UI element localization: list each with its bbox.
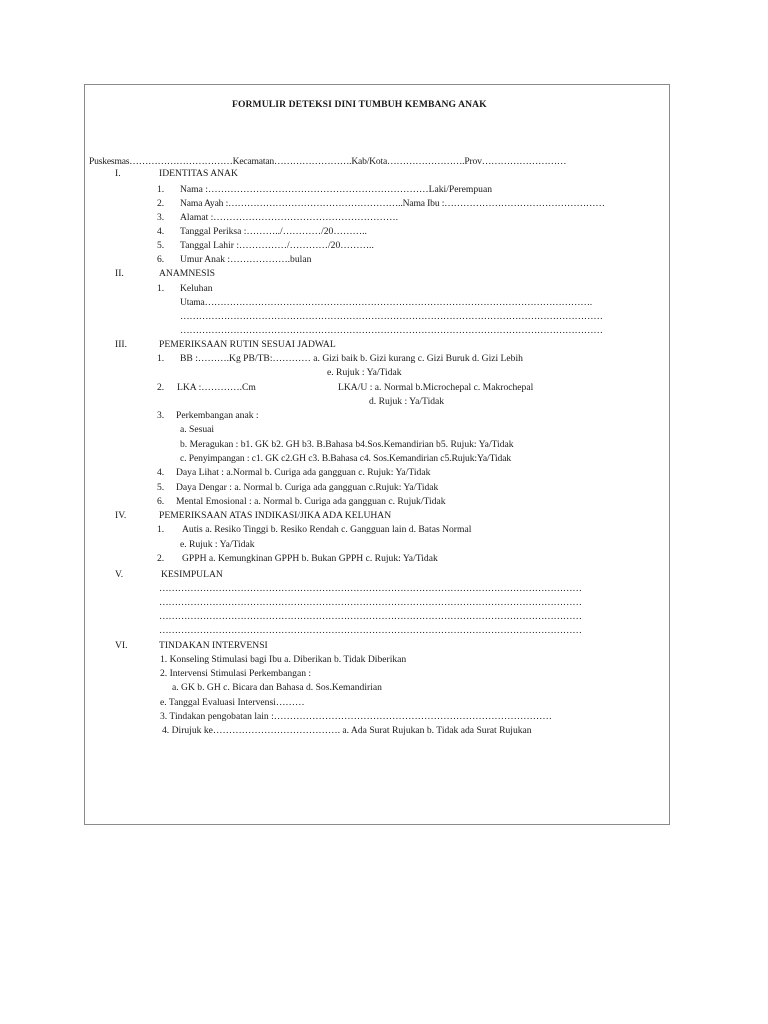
parents-name-field[interactable]: Nama Ayah :………………………………………………..Nama Ibu :…………………………………………… bbox=[180, 198, 605, 209]
item-number: 2. bbox=[157, 382, 165, 393]
item-number: 6. bbox=[157, 496, 165, 507]
item-number: 4. bbox=[157, 226, 165, 237]
age-field[interactable]: Umur Anak :……………….bulan bbox=[180, 254, 312, 265]
section-1-number: I. bbox=[115, 168, 121, 179]
other-treatment-field[interactable]: 3. Tindakan pengobatan lain :…………………………………………………………………………… bbox=[160, 711, 552, 722]
counseling-options[interactable]: 1. Konseling Stimulasi bagi Ibu a. Diberikan b. Tidak Diberikan bbox=[160, 654, 407, 665]
adhd-options[interactable]: GPPH a. Kemungkinan GPPH b. Bukan GPPH c. Rujuk: Ya/Tidak bbox=[182, 553, 438, 564]
location-header: Puskesmas……………………………Kecamatan…………………….Kab/Kota…………………….Prov……………………… bbox=[89, 156, 567, 167]
autism-options[interactable]: Autis a. Resiko Tinggi b. Resiko Rendah c. Gangguan lain d. Batas Normal bbox=[182, 524, 472, 535]
section-3-number: III. bbox=[115, 339, 127, 350]
item-number: 3. bbox=[157, 410, 165, 421]
item-number: 5. bbox=[157, 482, 165, 493]
section-2-heading: ANAMNESIS bbox=[159, 268, 215, 279]
item-number: 5. bbox=[157, 240, 165, 251]
stimulation-label: 2. Intervensi Stimulasi Perkembangan : bbox=[160, 668, 312, 679]
child-name-field[interactable]: Nama :……………………………………………………………Laki/Perempuan bbox=[180, 184, 493, 195]
item-number: 1. bbox=[157, 184, 165, 195]
head-circumference-field[interactable]: LKA :………….Cm bbox=[177, 382, 256, 393]
complaint-dotted-line[interactable]: ……………………………………………………………………………………………………………………… bbox=[180, 311, 603, 322]
birth-date-field[interactable]: Tanggal Lahir :……………/…………/20……….. bbox=[180, 240, 374, 251]
item-number: 1. bbox=[157, 524, 165, 535]
form-title: FORMULIR DETEKSI DINI TUMBUH KEMBANG ANAK bbox=[232, 99, 487, 110]
complaint-dotted-line[interactable]: ……………………………………………………………………………………………………………………… bbox=[180, 325, 603, 336]
vision-options[interactable]: Daya Lihat : a.Normal b. Curiga ada gangguan c. Rujuk: Ya/Tidak bbox=[176, 467, 431, 478]
development-option-appropriate[interactable]: a. Sesuai bbox=[180, 424, 215, 435]
item-number: 2. bbox=[157, 553, 165, 564]
section-1-heading: IDENTITAS ANAK bbox=[159, 168, 238, 179]
conclusion-dotted-line[interactable]: ……………………………………………………………………………………………………………………… bbox=[159, 583, 582, 594]
conclusion-dotted-line[interactable]: ……………………………………………………………………………………………………………………… bbox=[159, 597, 582, 608]
head-circumference-referral[interactable]: d. Rujuk : Ya/Tidak bbox=[369, 396, 445, 407]
conclusion-dotted-line[interactable]: ……………………………………………………………………………………………………………………… bbox=[159, 611, 582, 622]
development-label: Perkembangan anak : bbox=[176, 410, 259, 421]
item-number: 1. bbox=[157, 353, 165, 364]
head-circumference-options[interactable]: LKA/U : a. Normal b.Microchepal c. Makrochepal bbox=[338, 382, 534, 393]
item-number: 3. bbox=[157, 212, 165, 223]
item-number: 6. bbox=[157, 254, 165, 265]
conclusion-dotted-line[interactable]: ……………………………………………………………………………………………………………………… bbox=[159, 625, 582, 636]
weight-height-nutrition-row[interactable]: BB :……….Kg PB/TB:………… a. Gizi baik b. Gizi kurang c. Gizi Buruk d. Gizi Lebih bbox=[180, 353, 523, 364]
section-5-heading: KESIMPULAN bbox=[161, 569, 223, 580]
hearing-options[interactable]: Daya Dengar : a. Normal b. Curiga ada gangguan c.Rujuk: Ya/Tidak bbox=[176, 482, 439, 493]
section-4-heading: PEMERIKSAAN ATAS INDIKASI/JIKA ADA KELUHAN bbox=[159, 510, 392, 521]
emotional-options[interactable]: Mental Emosional : a. Normal b. Curiga ada gangguan c. Rujuk/Tidak bbox=[176, 496, 446, 507]
section-2-number: II. bbox=[115, 268, 124, 279]
section-4-number: IV. bbox=[115, 510, 127, 521]
section-6-number: VI. bbox=[115, 640, 128, 651]
section-3-heading: PEMERIKSAAN RUTIN SESUAI JADWAL bbox=[159, 339, 336, 350]
main-complaint-field[interactable]: Utama……………………………………………………………………………………………………………. bbox=[180, 297, 592, 308]
development-option-deviation[interactable]: c. Penyimpangan : c1. GK c2.GH c3. B.Bahasa c4. Sos.Kemandirian c5.Rujuk:Ya/Tidak bbox=[180, 453, 512, 464]
nutrition-referral-option[interactable]: e. Rujuk : Ya/Tidak bbox=[327, 367, 402, 378]
referral-field[interactable]: 4. Dirujuk ke…………………………………. a. Ada Surat Rujukan b. Tidak ada Surat Rujukan bbox=[162, 725, 532, 736]
section-6-heading: TINDAKAN INTERVENSI bbox=[159, 640, 268, 651]
item-number: 1. bbox=[157, 283, 165, 294]
complaint-label: Keluhan bbox=[180, 283, 213, 294]
stimulation-options[interactable]: a. GK b. GH c. Bicara dan Bahasa d. Sos.Kemandirian bbox=[172, 682, 382, 693]
address-field[interactable]: Alamat :…………………………………………………. bbox=[180, 212, 398, 223]
evaluation-date-field[interactable]: e. Tanggal Evaluasi Intervensi……… bbox=[160, 697, 305, 708]
section-5-number: V. bbox=[115, 569, 124, 580]
item-number: 4. bbox=[157, 467, 165, 478]
autism-referral-option[interactable]: e. Rujuk : Ya/Tidak bbox=[180, 539, 255, 550]
development-option-doubtful[interactable]: b. Meragukan : b1. GK b2. GH b3. B.Bahasa b4.Sos.Kemandirian b5. Rujuk: Ya/Tidak bbox=[180, 439, 514, 450]
item-number: 2. bbox=[157, 198, 165, 209]
exam-date-field[interactable]: Tanggal Periksa :………../…………/20……….. bbox=[180, 226, 367, 237]
